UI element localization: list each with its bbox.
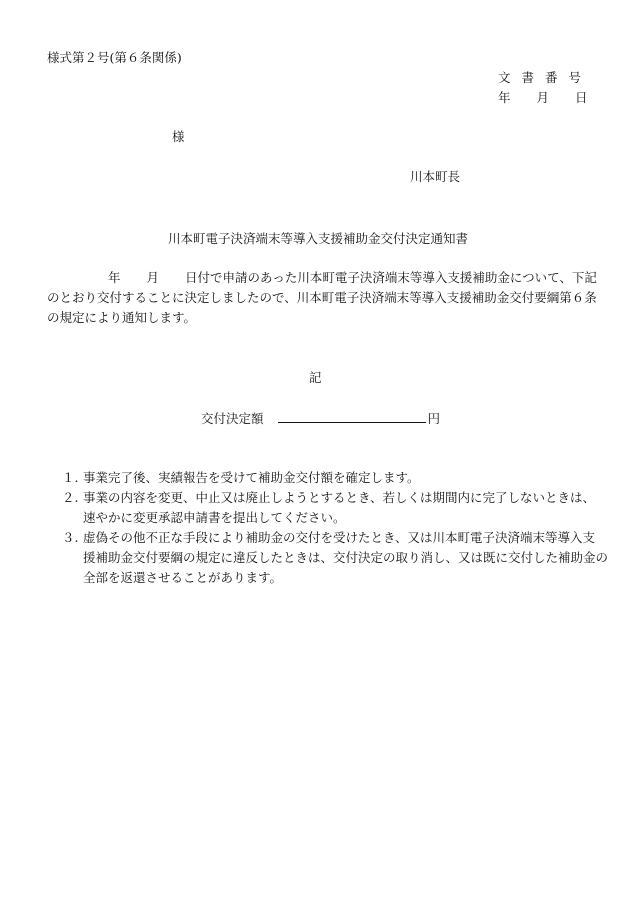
note-line: 事業完了後、実績報告を受けて補助金交付額を確定します。 <box>83 470 420 485</box>
grant-amount-blank <box>278 411 426 423</box>
body-line-1 <box>47 268 597 288</box>
body-year-label: 年 <box>108 270 121 285</box>
issuer-name: 川本町長 <box>410 169 461 184</box>
date-day-label: 日 <box>575 90 588 105</box>
note-line: 援補助金交付要綱の規定に違反したときは、交付決定の取り消し、又は既に交付した補助金の <box>83 550 609 565</box>
issue-date <box>498 92 588 105</box>
note-item <box>62 468 587 488</box>
addressee-suffix: 様 <box>172 129 185 144</box>
grant-amount-unit: 円 <box>427 411 441 426</box>
notice-body <box>47 268 597 328</box>
note-number: ２. <box>62 490 79 505</box>
notes-list <box>62 468 609 588</box>
grant-amount-label: 交付決定額 <box>201 411 264 426</box>
grant-amount-row <box>201 411 440 426</box>
document-title: 川本町電子決済端末等導入支援補助金交付決定通知書 <box>168 231 469 246</box>
body-month-label: 月 <box>146 270 160 285</box>
note-number: １. <box>62 470 79 485</box>
date-month-label: 月 <box>536 90 550 105</box>
note-item <box>62 488 596 528</box>
date-year-label: 年 <box>498 90 511 105</box>
note-line: 事業の内容を変更、中止又は廃止しようとするとき、若しくは期間内に完了しないときは、 <box>83 490 596 505</box>
note-number: ３. <box>62 530 79 545</box>
body-line-2: のとおり交付することに決定しましたので、川本町電子決済端末等導入支援補助金交付要綱第６条 <box>47 290 597 305</box>
ki-heading: 記 <box>309 370 322 385</box>
document-number-label: 文書番号 <box>498 70 593 85</box>
form-label: 様式第２号(第６条関係) <box>47 50 182 65</box>
body-line-1-text: 日付で申請のあった川本町電子決済端末等導入支援補助金について、下記 <box>185 270 597 285</box>
body-line-3: の規定により通知します。 <box>47 310 197 325</box>
note-line: 全部を返還させることがあります。 <box>83 570 283 585</box>
note-line: 速やかに変更承認申請書を提出してください。 <box>83 510 346 525</box>
note-line: 虚偽その他不正な手段により補助金の交付を受けたとき、又は川本町電子決済端末等導入支 <box>83 530 596 545</box>
note-item <box>62 528 609 588</box>
